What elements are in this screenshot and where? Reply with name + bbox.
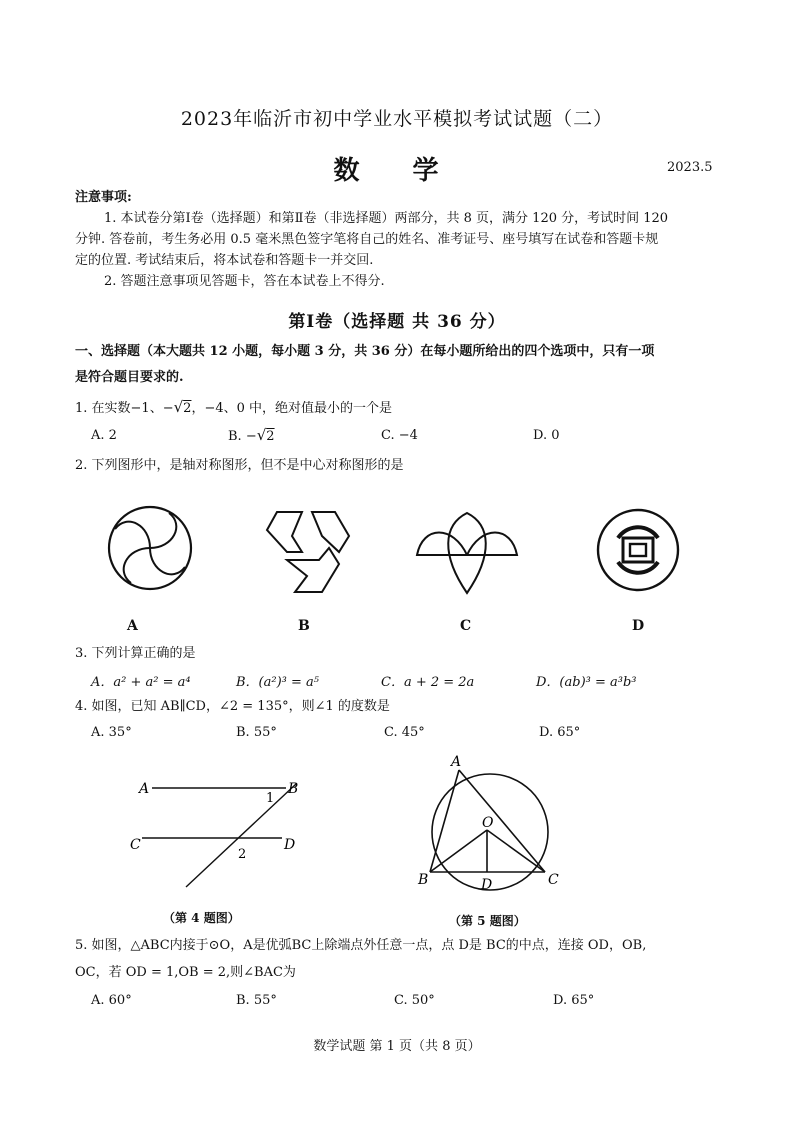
q5-figure [414,750,564,895]
q5-option-c: C. 50° [394,993,435,1008]
section-line-2: 是符合题目要求的. [75,370,184,385]
q5-label-d: D [481,877,493,893]
q4-option-d: D. 65° [539,725,581,740]
notice-line-3: 定的位置. 考试结束后，将本试卷和答题卡一并交回. [75,253,374,268]
q1-stem-part: 1. 在实数−1、 [75,401,163,416]
figure-c-petals [413,505,521,597]
q4-label-d: D [284,837,296,853]
q5-label-o: O [482,815,494,831]
q4-label-a: A [139,781,150,797]
q1-option-d: D. 0 [533,428,560,443]
q3-option-b: B．(a²)³ = a⁵ [236,675,319,690]
q1-option-b [228,426,275,444]
q3-option-d: D．(ab)³ = a³b³ [536,675,637,690]
q4-option-b: B. 55° [236,725,277,740]
q4-label-b: B [288,781,299,797]
figure-a-swirl [107,505,193,591]
q5-label-a: A [451,754,462,770]
q1-stem-tail: ，−4、0 中，绝对值最小的一个是 [191,401,393,416]
q1-minus: − [162,401,174,416]
q2-stem: 2. 下列图形中，是轴对称图形，但不是中心对称图形的是 [75,458,404,473]
section-line-1: 一、选择题（本大题共 12 小题，每小题 3 分，共 36 分）在每小题所给出的四个选项中，只有一项 [75,344,655,359]
notice-line-1: 1. 本试卷分第Ⅰ卷（选择题）和第Ⅱ卷（非选择题）两部分，共 8 页，满分 120 分，考试时间 120 [104,211,669,226]
sqrt-icon: √ [173,398,184,416]
q1-stem [75,396,392,420]
sqrt-icon: √ [256,426,267,444]
q4-angle-2: 2 [238,847,247,862]
q5-option-d: D. 65° [553,993,595,1008]
exam-date: 2023.5 [667,160,713,175]
q4-option-a: A. 35° [91,725,132,740]
q4-figure [128,775,318,895]
q5-line-1: 5. 如图，△ABC内接于⊙O，A是优弧BC上除端点外任意一点，点 D是 BC的中点，连接 OD，OB, [75,938,647,953]
volume-title: 第Ⅰ卷（选择题 共 36 分） [288,312,506,332]
q1-option-b-prefix: B. − [228,429,257,444]
q5-caption: （第 5 题图） [449,914,526,928]
figure-b-triskelion [257,508,352,594]
q3-option-c: C．a + 2 = 2a [381,675,475,690]
q5-label-c: C [548,872,559,888]
q4-option-c: C. 45° [384,725,425,740]
q3-stem: 3. 下列计算正确的是 [75,646,196,661]
q3-option-a: A．a² + a² = a⁴ [91,675,191,690]
q1-radicand: 2 [183,401,192,416]
q5-option-b: B. 55° [236,993,277,1008]
q4-stem: 4. 如图，已知 AB∥CD，∠2 = 135°，则∠1 的度数是 [75,699,390,714]
subject-title: 数 学 [333,156,461,186]
figure-a-label: A [127,618,138,634]
figure-b-label: B [298,618,310,634]
q1-option-c: C. −4 [381,428,418,443]
q5-label-b: B [418,872,429,888]
q1-option-b-radicand: 2 [266,429,275,444]
q4-label-c: C [130,837,141,853]
q1-option-a: A. 2 [91,428,117,443]
q4-angle-1: 1 [266,791,275,806]
notice-line-4: 2. 答题注意事项见答题卡，答在本试卷上不得分. [104,274,385,289]
q5-option-a: A. 60° [91,993,132,1008]
figure-d-coin [596,508,680,592]
q5-line-2: OC，若 OD = 1,OB = 2,则∠BAC为 [75,965,296,980]
notice-line-2: 分钟. 答卷前，考生务必用 0.5 毫米黑色签字笔将自己的姓名、准考证号、座号填写在试卷和答题卡规 [75,232,659,247]
notice-heading: 注意事项: [75,190,132,205]
figure-c-label: C [460,618,472,634]
q4-caption: （第 4 题图） [163,911,240,925]
figure-d-label: D [632,618,645,634]
exam-title: 2023年临沂市初中学业水平模拟考试试题（二） [180,108,614,130]
page-footer: 数学试题 第 1 页（共 8 页） [313,1039,481,1054]
